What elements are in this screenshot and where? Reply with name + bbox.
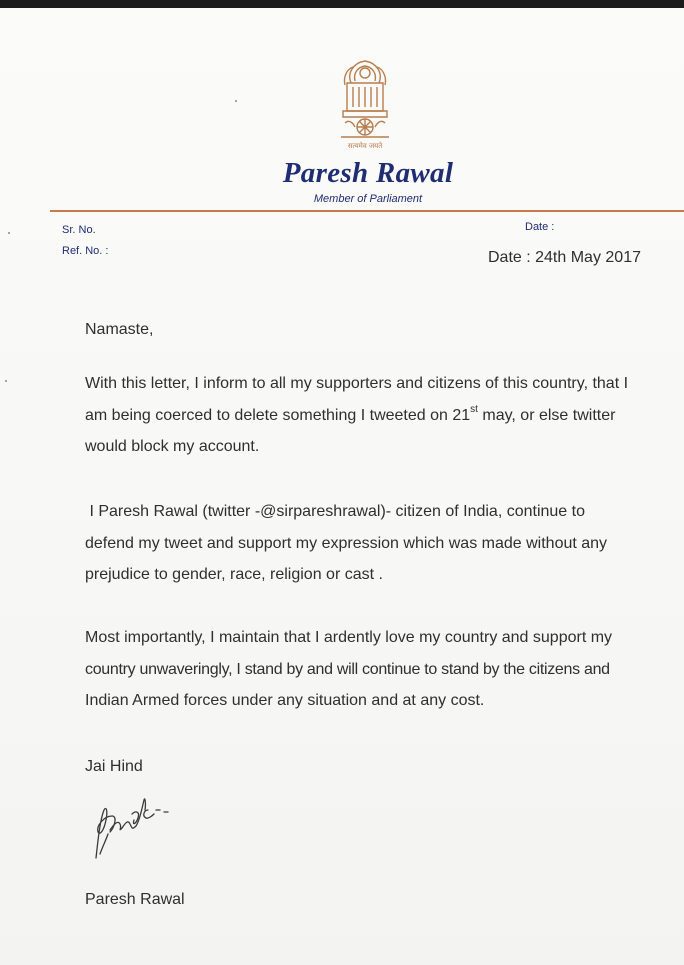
- ref-no-label: Ref. No. :: [62, 245, 109, 257]
- paragraph-2-line-2: defend my tweet and support my expression which was made without any: [85, 534, 608, 552]
- handwritten-signature: [88, 780, 188, 865]
- closing-salutation: Jai Hind: [85, 758, 143, 775]
- paragraph-3-line-3: Indian Armed forces under any situation and at any cost.: [85, 692, 485, 709]
- paragraph-2: [85, 496, 680, 591]
- paragraph-3-line-2: country unwaveringly, I stand by and will continue to stand by the citizens and: [85, 660, 610, 678]
- sr-no-label: Sr. No.: [62, 224, 96, 236]
- paragraph-1: [85, 368, 680, 463]
- greeting: Namaste,: [85, 321, 154, 338]
- paragraph-1-line-2-end: may, or else twitter: [477, 406, 616, 424]
- top-dark-edge: [0, 0, 684, 8]
- paragraph-1-line-1: With this letter, I inform to all my supporters and citizens of this country, that I: [85, 375, 629, 392]
- paper-speck: [5, 380, 7, 382]
- paragraph-3-line-1: Most importantly, I maintain that I ardently love my country and support my: [85, 629, 613, 646]
- paragraph-1-line-2: [85, 400, 680, 432]
- signer-name: Paresh Rawal: [85, 891, 185, 908]
- paragraph-3: [85, 622, 684, 717]
- letterhead-name: Paresh Rawal: [282, 157, 454, 189]
- paper-speck: [8, 232, 10, 234]
- letter-date: Date : 24th May 2017: [488, 249, 641, 266]
- letterhead-divider: [50, 210, 684, 212]
- letterhead-designation: Member of Parliament: [313, 193, 423, 205]
- paragraph-1-line-3: would block my account.: [85, 438, 260, 455]
- date-field-label: Date :: [525, 221, 555, 233]
- ordinal-suffix: st: [470, 404, 478, 416]
- paragraph-2-line-1: I Paresh Rawal (twitter -@sirpareshrawal)- citizen of India, continue to: [85, 503, 585, 520]
- paragraph-2-line-3: prejudice to gender, race, religion or cast .: [85, 566, 383, 583]
- national-emblem-icon: [333, 53, 397, 149]
- emblem-motto: सत्यमेव जयते: [347, 142, 383, 150]
- paragraph-1-line-2-start: am being coerced to delete something I tweeted on 21: [85, 406, 471, 424]
- paper-speck: [235, 100, 237, 102]
